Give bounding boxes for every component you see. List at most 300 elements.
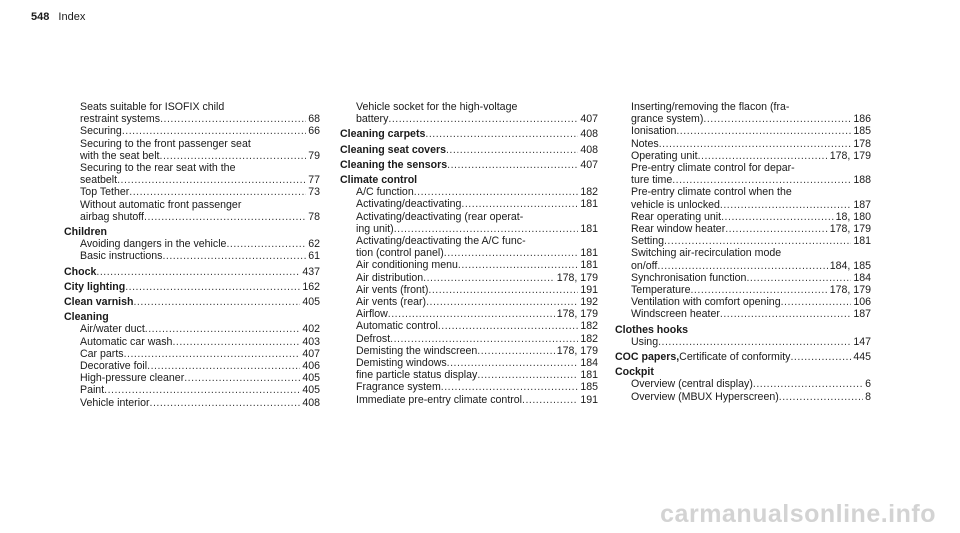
page-reference: 73: [308, 186, 320, 199]
index-subentry-row: [615, 391, 871, 403]
leader-dots: [160, 113, 306, 125]
leader-dots: [725, 223, 828, 235]
index-subentry-text: Demisting the windscreen: [356, 344, 478, 357]
index-subentry-text: restraint systems: [80, 113, 161, 126]
index-entry: [64, 348, 320, 360]
page-reference: 402: [302, 323, 320, 336]
leader-dots: [160, 150, 307, 162]
index-subentry-row: [64, 238, 320, 250]
leader-dots: [226, 238, 306, 250]
index-subentry-row: [64, 113, 320, 125]
index-subentry-text: Inserting/removing the flacon (fra-: [631, 101, 790, 113]
page-reference: 181: [580, 198, 598, 211]
index-subentry-row: [615, 247, 871, 259]
index-subentry-row: [615, 260, 871, 272]
leader-dots: [388, 308, 555, 320]
page-reference: 437: [302, 265, 320, 278]
index-subentry-row: [615, 296, 871, 308]
page-header: [31, 11, 85, 23]
page-reference: 181: [580, 222, 598, 235]
index-term: Children: [64, 226, 107, 239]
index-entry: [64, 250, 320, 262]
index-term-row: [340, 174, 598, 186]
index-subentry-row: [340, 296, 598, 308]
index-subentry-row: [64, 150, 320, 162]
index-subentry-row: [64, 348, 320, 360]
leader-dots: [117, 174, 306, 186]
leader-dots: [96, 266, 300, 278]
index-term-row: [64, 226, 320, 238]
page-reference: 192: [580, 296, 598, 309]
index-subentry-row: [340, 186, 598, 198]
index-subentry-text: A/C function: [356, 186, 414, 199]
index-subentry-text: Immediate pre-entry climate control: [356, 393, 523, 406]
index-entry: [615, 199, 871, 211]
index-subentry-text: Automatic control: [356, 320, 438, 333]
page-reference: 186: [853, 113, 871, 126]
index-subentry-row: [64, 199, 320, 211]
leader-dots: [522, 394, 578, 406]
index-term: COC papers,: [615, 351, 680, 364]
index-subentry-text: Basic instructions: [80, 250, 163, 263]
page-reference: 185: [853, 125, 871, 138]
index-subentry-row: [615, 336, 871, 348]
index-subentry-text: Activating/deactivating the A/C func-: [356, 235, 526, 248]
index-subentry-row: [64, 186, 320, 198]
index-subentry-row: [340, 345, 598, 357]
page-reference: 181: [580, 247, 598, 260]
index-subentry-row: [615, 272, 871, 284]
index-entry: [615, 125, 871, 137]
index-subentry-text: battery: [356, 113, 389, 126]
index-entry: [615, 150, 871, 162]
index-term: Climate control: [340, 174, 418, 187]
page-reference: 178, 179: [829, 284, 871, 297]
index-subentry-row: [340, 357, 598, 369]
index-subentry-text: Operating unit: [631, 149, 698, 162]
index-entry: [64, 372, 320, 384]
leader-dots: [145, 323, 301, 335]
index-subentry-row: [64, 336, 320, 348]
page-reference: 162: [302, 280, 320, 293]
leader-dots: [447, 159, 578, 171]
index-column-2: [340, 101, 598, 406]
leader-dots: [122, 125, 306, 137]
index-subentry-text: Air vents (rear): [356, 296, 427, 309]
index-subentry-row: [615, 101, 871, 113]
index-subentry-row: [615, 211, 871, 223]
page-reference: 77: [308, 174, 320, 187]
page-reference: 191: [580, 283, 598, 296]
index-entry: [615, 101, 871, 113]
index-subentry-text: Defrost: [356, 332, 391, 345]
index-subentry-text: Airflow: [356, 308, 388, 321]
index-term: Cleaning: [64, 311, 109, 324]
page-reference: 62: [308, 238, 320, 251]
index-subentry-row: [340, 235, 598, 247]
leader-dots: [720, 199, 851, 211]
leader-dots: [720, 308, 851, 320]
index-entry: [340, 345, 598, 357]
page-reference: 181: [580, 369, 598, 382]
index-term: Clean varnish: [64, 296, 134, 309]
leader-dots: [658, 336, 851, 348]
index-term-row: [340, 144, 598, 156]
page-reference: 184, 185: [829, 259, 871, 272]
index-subentry-text: High-pressure cleaner: [80, 372, 185, 385]
leader-dots: [125, 281, 300, 293]
index-entry: [64, 150, 320, 162]
index-entry: [615, 260, 871, 272]
page-reference: 61: [308, 250, 320, 263]
index-subentry-text: seatbelt: [80, 174, 118, 187]
index-subentry-row: [340, 259, 598, 271]
index-subentry-text: with the seat belt: [80, 149, 160, 162]
index-subentry-text: Air distribution: [356, 271, 424, 284]
index-subentry-text: Top Tether: [80, 186, 130, 199]
index-subentry-text: Air vents (front): [356, 283, 429, 296]
leader-dots: [672, 174, 851, 186]
index-entry: [64, 211, 320, 223]
index-entry: [340, 198, 598, 210]
index-term-row: [340, 159, 598, 171]
leader-dots: [144, 211, 306, 223]
index-subentry-row: [340, 333, 598, 345]
page-reference: 178, 179: [829, 223, 871, 236]
leader-dots: [458, 259, 578, 271]
index-subentry-text: Activating/deactivating (rear operat-: [356, 210, 524, 223]
index-subentry-row: [340, 381, 598, 393]
index-subentry-text: grance system): [631, 113, 704, 126]
index-term-row: [64, 296, 320, 308]
index-entry: [340, 333, 598, 345]
leader-dots: [781, 296, 852, 308]
index-subentry-row: [615, 199, 871, 211]
index-entry: [64, 311, 320, 323]
index-subentry-row: [340, 247, 598, 259]
page-reference: 68: [308, 113, 320, 126]
index-entry: [615, 174, 871, 186]
page-reference: 187: [853, 198, 871, 211]
page-reference: 178, 179: [556, 308, 598, 321]
index-entry: [615, 138, 871, 150]
index-subentry-text: vehicle is unlocked: [631, 198, 720, 211]
index-term-row: [64, 281, 320, 293]
page-reference: 182: [580, 186, 598, 199]
page-reference: 66: [308, 125, 320, 138]
index-subentry-row: [64, 174, 320, 186]
page-reference: 408: [302, 396, 320, 409]
watermark: carmanualsonline.info: [660, 500, 936, 528]
index-entry: [615, 351, 871, 363]
index-subentry-text: Vehicle interior: [80, 396, 150, 409]
index-subentry-row: [64, 125, 320, 137]
index-subentry-text: on/off: [631, 259, 658, 272]
leader-dots: [753, 378, 863, 390]
index-entry: [340, 381, 598, 393]
index-subentry-text: Setting: [631, 235, 664, 248]
index-entry: [340, 284, 598, 296]
index-entry: [64, 397, 320, 409]
page-reference: 405: [302, 372, 320, 385]
index-term-row: [340, 128, 598, 140]
leader-dots: [441, 381, 579, 393]
index-term: Cleaning seat covers: [340, 143, 446, 156]
index-subentry-row: [340, 211, 598, 223]
index-entry: [615, 186, 871, 198]
index-entry: [64, 125, 320, 137]
index-entry: [340, 223, 598, 235]
index-entry: [340, 144, 598, 156]
index-subentry-text: airbag shutoff: [80, 210, 145, 223]
index-subentry-text: ture time: [631, 174, 673, 187]
page-reference: 407: [580, 158, 598, 171]
index-entry: [64, 238, 320, 250]
index-subentry-row: [340, 320, 598, 332]
leader-dots: [390, 333, 578, 345]
index-term: Cleaning the sensors: [340, 158, 448, 171]
index-subentry-text: Automatic car wash: [80, 335, 173, 348]
leader-dots: [150, 397, 301, 409]
index-subentry-row: [615, 235, 871, 247]
index-entry: [615, 235, 871, 247]
index-term-row: [615, 324, 871, 336]
index-entry: [615, 284, 871, 296]
index-entry: [340, 101, 598, 113]
leader-dots: [746, 272, 851, 284]
index-subentry-row: [615, 162, 871, 174]
page-reference: 79: [308, 149, 320, 162]
leader-dots: [664, 235, 851, 247]
leader-dots: [394, 223, 579, 235]
index-term-note: Certificate of conformity: [679, 351, 791, 364]
index-entry: [340, 394, 598, 406]
page-reference: 405: [302, 296, 320, 309]
index-subentry-text: Demisting windows: [356, 357, 447, 370]
page-reference: 184: [853, 271, 871, 284]
leader-dots: [184, 372, 300, 384]
page-reference: 8: [865, 390, 871, 403]
leader-dots: [104, 384, 300, 396]
page-reference: 187: [853, 308, 871, 321]
index-subentry-row: [615, 308, 871, 320]
index-term: Cockpit: [615, 366, 654, 379]
index-entry: [340, 235, 598, 247]
index-subentry-text: Synchronisation function: [631, 271, 747, 284]
index-subentry-row: [64, 372, 320, 384]
index-entry: [615, 162, 871, 174]
leader-dots: [414, 186, 579, 198]
index-subentry-row: [615, 186, 871, 198]
leader-dots: [147, 360, 300, 372]
index-entry: [64, 226, 320, 238]
index-subentry-text: fine particle status display: [356, 369, 478, 382]
index-subentry-row: [615, 150, 871, 162]
index-subentry-row: [615, 125, 871, 137]
leader-dots: [698, 150, 828, 162]
index-term: Clothes hooks: [615, 323, 688, 336]
index-subentry-text: Ventilation with comfort opening: [631, 296, 781, 309]
index-subentry-row: [64, 162, 320, 174]
index-entry: [64, 199, 320, 211]
index-entry: [64, 266, 320, 278]
page-reference: 407: [580, 113, 598, 126]
index-subentry-text: Vehicle socket for the high-voltage: [356, 101, 518, 113]
index-subentry-text: Notes: [631, 137, 659, 150]
index-subentry-text: Windscreen heater: [631, 308, 720, 321]
index-subentry-text: Car parts: [80, 347, 124, 360]
index-subentry-row: [615, 223, 871, 235]
page-reference: 18, 180: [835, 210, 871, 223]
leader-dots: [423, 272, 555, 284]
index-entry: [64, 186, 320, 198]
index-subentry-text: Securing: [80, 125, 122, 138]
index-term-row: [615, 351, 871, 363]
index-subentry-text: Ionisation: [631, 125, 677, 138]
index-subentry-row: [64, 323, 320, 335]
index-entry: [615, 324, 871, 336]
leader-dots: [162, 250, 306, 262]
index-entry: [340, 357, 598, 369]
index-entry: [340, 128, 598, 140]
index-subentry-row: [340, 272, 598, 284]
index-term-row: [615, 366, 871, 378]
page-reference: 106: [853, 296, 871, 309]
page-reference: 181: [853, 235, 871, 248]
index-subentry-row: [340, 113, 598, 125]
index-subentry-text: tion (control panel): [356, 247, 444, 260]
page-reference: 184: [580, 357, 598, 370]
index-term: Chock: [64, 265, 97, 278]
index-entry: [340, 211, 598, 223]
index-entry: [340, 320, 598, 332]
page-reference: 147: [853, 335, 871, 348]
index-column-1: [64, 101, 320, 409]
index-subentry-text: Using: [631, 335, 659, 348]
leader-dots: [388, 113, 578, 125]
page-reference: 178, 179: [556, 344, 598, 357]
index-subentry-text: Paint: [80, 384, 105, 397]
index-entry: [615, 247, 871, 259]
leader-dots: [438, 320, 578, 332]
index-entry: [340, 296, 598, 308]
leader-dots: [721, 211, 834, 223]
index-entry: [340, 369, 598, 381]
index-entry: [340, 247, 598, 259]
index-subentry-text: Temperature: [631, 284, 691, 297]
leader-dots: [426, 296, 578, 308]
index-entry: [64, 384, 320, 396]
index-subentry-text: Without automatic front passenger: [80, 198, 242, 211]
index-entry: [340, 174, 598, 186]
index-column-3: [615, 101, 871, 403]
page-reference: 178: [853, 137, 871, 150]
leader-dots: [444, 247, 579, 259]
index-subentry-text: Fragrance system: [356, 381, 441, 394]
index-subentry-text: Rear operating unit: [631, 210, 722, 223]
index-subentry-row: [340, 101, 598, 113]
leader-dots: [446, 144, 578, 156]
index-subentry-row: [340, 308, 598, 320]
index-subentry-row: [615, 378, 871, 390]
page-reference: 6: [865, 378, 871, 391]
index-entry: [64, 323, 320, 335]
index-subentry-row: [615, 284, 871, 296]
index-term-row: [64, 311, 320, 323]
index-entry: [615, 391, 871, 403]
page-reference: 405: [302, 384, 320, 397]
index-subentry-row: [64, 138, 320, 150]
index-entry: [340, 113, 598, 125]
index-entry: [64, 281, 320, 293]
index-subentry-row: [64, 397, 320, 409]
leader-dots: [703, 113, 851, 125]
index-subentry-text: Securing to the rear seat with the: [80, 162, 236, 175]
page-reference: 181: [580, 259, 598, 272]
index-entry: [64, 101, 320, 113]
leader-dots: [779, 391, 863, 403]
page-reference: 188: [853, 174, 871, 187]
leader-dots: [124, 348, 301, 360]
index-entry: [340, 308, 598, 320]
index-term: Cleaning carpets: [340, 128, 426, 141]
leader-dots: [790, 351, 851, 363]
index-subentry-text: Pre-entry climate control for depar-: [631, 162, 795, 175]
page-reference: 408: [580, 143, 598, 156]
leader-dots: [477, 345, 554, 357]
index-subentry-row: [64, 101, 320, 113]
index-subentry-text: Rear window heater: [631, 223, 726, 236]
page-reference: 407: [302, 347, 320, 360]
page-reference: 406: [302, 360, 320, 373]
index-entry: [615, 378, 871, 390]
index-subentry-text: Overview (central display): [631, 378, 753, 391]
leader-dots: [447, 357, 579, 369]
index-subentry-text: Activating/deactivating: [356, 198, 462, 211]
page-reference: 403: [302, 335, 320, 348]
index-entry: [64, 174, 320, 186]
index-subentry-text: Air conditioning menu: [356, 259, 458, 272]
page-reference: 408: [580, 128, 598, 141]
index-entry: [615, 308, 871, 320]
index-term-row: [64, 266, 320, 278]
index-entry: [615, 336, 871, 348]
index-entry: [64, 113, 320, 125]
index-entry: [615, 223, 871, 235]
index-subentry-row: [64, 250, 320, 262]
page-reference: 78: [308, 210, 320, 223]
page-reference: 178, 179: [556, 271, 598, 284]
index-entry: [615, 211, 871, 223]
index-entry: [340, 159, 598, 171]
index-subentry-row: [64, 211, 320, 223]
section-title: Index: [58, 11, 86, 23]
index-subentry-row: [615, 138, 871, 150]
leader-dots: [172, 336, 300, 348]
index-subentry-row: [340, 369, 598, 381]
index-subentry-row: [340, 284, 598, 296]
index-entry: [64, 296, 320, 308]
index-entry: [340, 272, 598, 284]
index-subentry-row: [615, 113, 871, 125]
index-entry: [615, 272, 871, 284]
index-subentry-text: Air/water duct: [80, 323, 145, 336]
index-subentry-row: [340, 223, 598, 235]
page-reference: 182: [580, 320, 598, 333]
index-term: City lighting: [64, 280, 126, 293]
index-subentry-row: [64, 360, 320, 372]
index-subentry-text: Seats suitable for ISOFIX child: [80, 101, 225, 113]
